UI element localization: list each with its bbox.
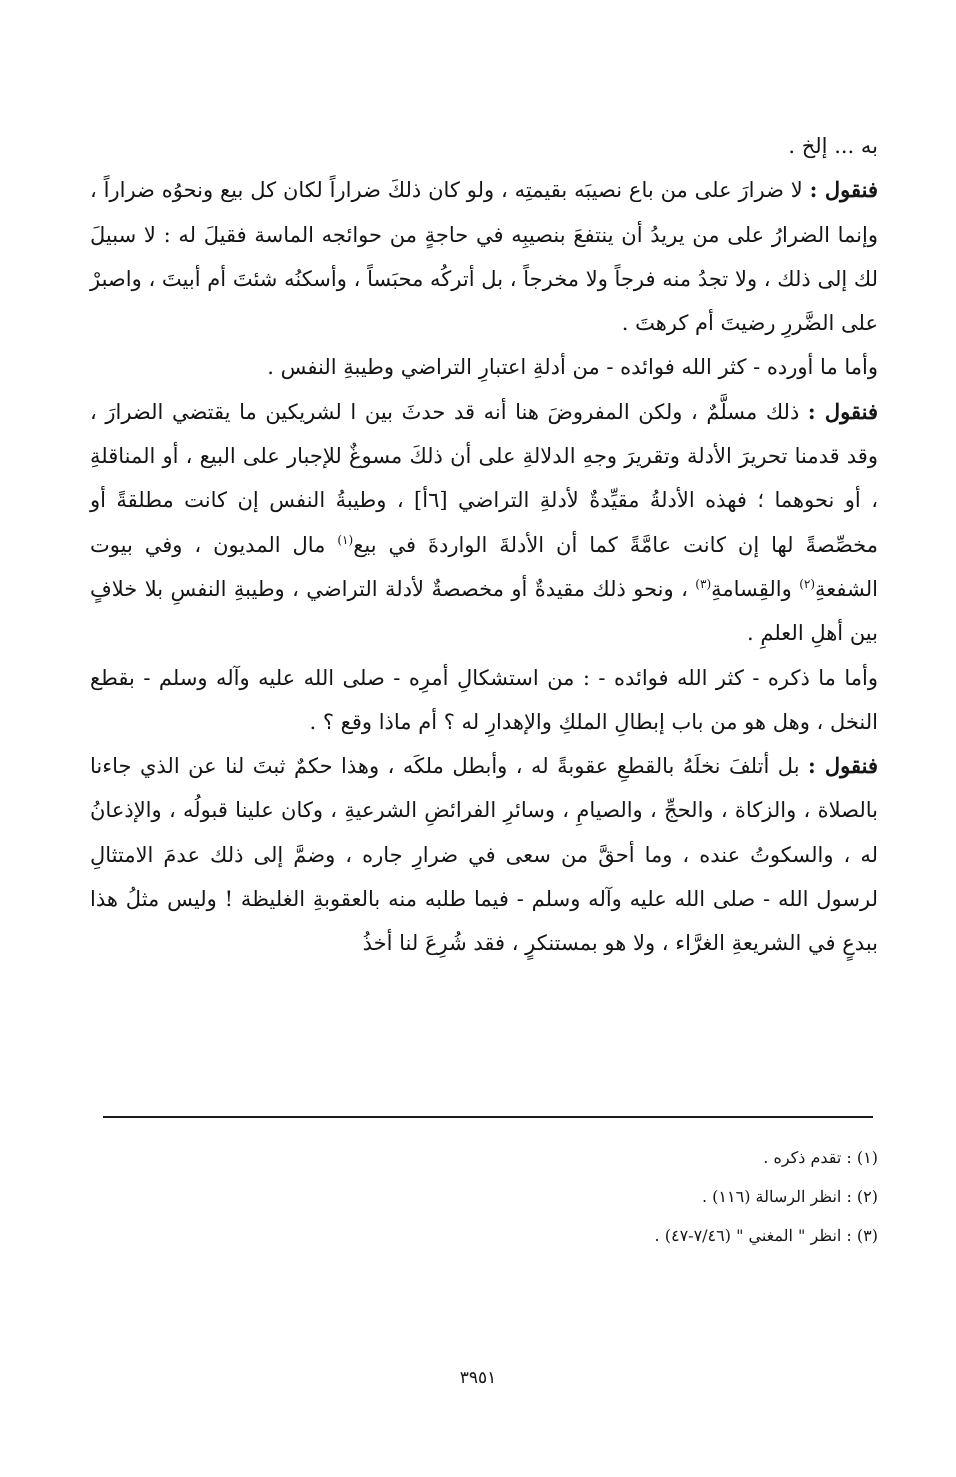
paragraph-3-text: وأما ما أورده - كثر الله فوائده - من أدلةِ اعتبارِ التراضي وطيبةِ النفس . [267, 355, 878, 380]
paragraph-5 [90, 656, 878, 745]
paragraph-3 [90, 345, 878, 389]
page-number: ٣٩٥١ [459, 1368, 497, 1388]
paragraph-4-text-a: ذلك مسلَّمٌ ، ولكن المفروضَ هنا أنه قد حدثَ بين ا لشريكين ما يقتضي الضرارَ ، وقد قدمنا تحريرَ الأدلة وتقريرَ وجهِ الدلالةِ على أن ذلكَ مسوغٌ للإجبار على البيع ، أو المناقلةِ ، أو نحوهما ؛ فهذه الأدلةُ مقيِّدةٌ لأدلةِ التراضي [٦أ] ، وطيبةُ النفس إن كانت مطلقةً أو مخصِّصةً لها إن كانت عامَّةً كما أن الأدلةَ الواردةَ في بيع [90, 399, 878, 557]
paragraph-2-lead: فنقول : [809, 177, 878, 203]
paragraph-1-text: به ... إلخ . [788, 134, 878, 158]
paragraph-5-text: وأما ما ذكره - كثر الله فوائده - : من استشكالِ أمرِه - صلى الله عليه وآله وسلم - بقطع النخل ، وهل هو من باب إبطالِ الملكِ والإهدارِ له ؟ أم ماذا وقع ؟ . [90, 665, 878, 734]
paragraph-6-text: بل أتلفَ نخلَهُ بالقطعِ عقوبةً له ، وأبطل ملكَه ، وهذا حكمٌ ثبتَ لنا عن الذي جاءنا بالصلاة ، والزكاة ، والحجِّ ، والصيامِ ، وسائرِ الفرائضِ الشرعيةِ ، وكان علينا قبولُه ، والإذعانُ له ، والسكوتُ عنده ، وما أحقَّ من سعى في ضرارِ جاره ، وضمَّ إلى ذلك عدمَ الامتثالِ لرسول الله - صلى الله عليه وآله وسلم - فيما طلبه منه بالعقوبةِ الغليظة ! وليس مثلُ هذا ببدعٍ في الشريعةِ الغرَّاء ، ولا هو بمستنكرٍ ، فقد شُرِعَ لنا أخذُ [90, 754, 878, 956]
footnote-ref-3[interactable]: (٣) [695, 576, 712, 591]
paragraph-4-text-d: ، ونحو ذلك مقيدةٌ أو مخصصةٌ لأدلة التراضي ، وطيبةِ النفسِ بلا خلافٍ بين أهلِ العلمِ . [90, 576, 878, 646]
footnote-1: (١) : تقدم ذكره . [763, 1148, 878, 1167]
footnote-ref-1[interactable]: (١) [337, 532, 354, 547]
body-text [90, 124, 878, 966]
paragraph-4-text-b: مال المديون ، وفي بيوت الشفعةِ [90, 532, 878, 601]
footnote-divider [103, 1116, 873, 1118]
paragraph-4 [90, 390, 878, 656]
paragraph-2-text: لا ضرارَ على من باع نصيبَه بقيمتِه ، ولو كان ذلكَ ضراراً لكان كل بيع ونحوُه ضراراً ، وإنما الضرارُ على من يريدُ أن ينتفعَ بنصيبِه في حاجةٍ من حوائجه الماسة فقيلَ له : لا سبيلَ لك إلى ذلك ، ولا تجدُ منه فرجاً ولا مخرجاً ، بل أتركُه محبَساً ، وأسكنُه شئتَ أم أبيتَ ، واصبرْ على الضَّررِ رضيتَ أم كرهتَ . [90, 178, 878, 336]
footnote-ref-2[interactable]: (٢) [799, 576, 816, 591]
paragraph-1 [90, 124, 878, 168]
paragraph-4-lead: فنقول : [807, 398, 878, 424]
paragraph-2 [90, 168, 878, 345]
paragraph-4-text-c: والقِسامةِ [711, 576, 800, 601]
paragraph-6 [90, 744, 878, 965]
paragraph-6-lead: فنقول : [808, 753, 878, 779]
footnote-3: (٣) : انظر " المغني " (٧/٤٦-٤٧) . [654, 1226, 878, 1245]
footnotes [90, 1138, 878, 1255]
footnote-2: (٢) : انظر الرسالة (١١٦) . [702, 1187, 878, 1206]
